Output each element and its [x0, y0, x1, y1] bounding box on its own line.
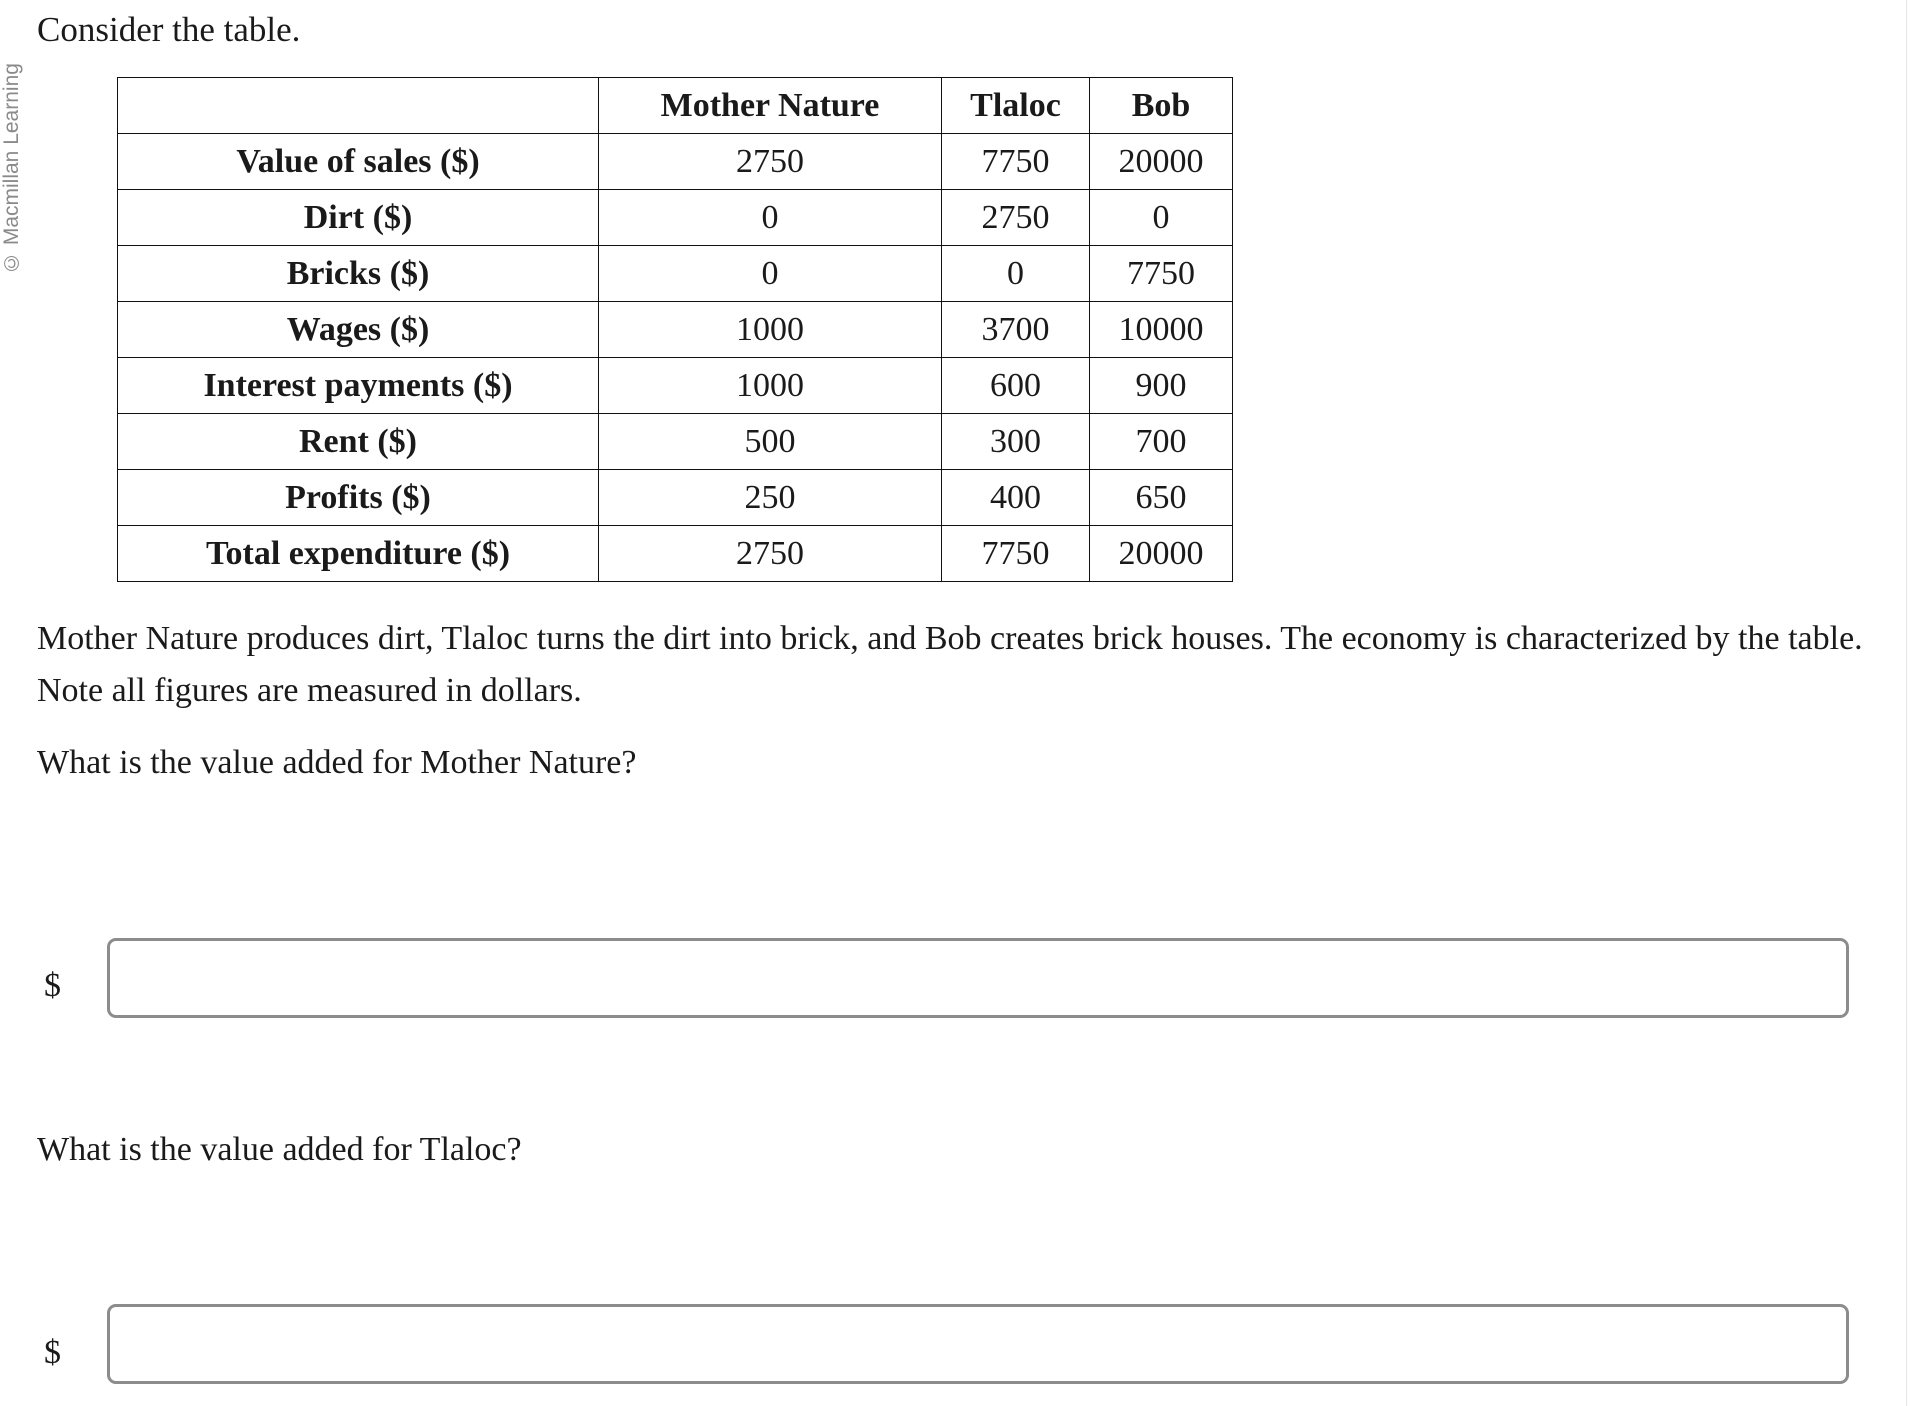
column-header-mother-nature: Mother Nature [599, 78, 942, 134]
row-label: Profits ($) [118, 470, 599, 526]
table-row [118, 526, 1233, 582]
row-label: Bricks ($) [118, 246, 599, 302]
problem-description: Mother Nature produces dirt, Tlaloc turns the dirt into brick, and Bob creates brick houses. The economy is characterized by the table. Note all figures are measured in dollars. [37, 620, 1863, 709]
question-prompt: What is the value added for Mother Nature? [37, 744, 637, 781]
row-label: Dirt ($) [118, 190, 599, 246]
table-cell: 1000 [599, 302, 942, 358]
row-label: Interest payments ($) [118, 358, 599, 414]
copyright-watermark: © Macmillan Learning [0, 63, 23, 274]
table-row [118, 190, 1233, 246]
table-cell: 0 [599, 190, 942, 246]
table-cell: 2750 [599, 134, 942, 190]
column-header-blank [118, 78, 599, 134]
table-cell: 2750 [942, 190, 1090, 246]
table-cell: 2750 [599, 526, 942, 582]
column-header-bob: Bob [1090, 78, 1233, 134]
answer-input-mother-nature[interactable] [107, 938, 1849, 1018]
table-row [118, 470, 1233, 526]
table-cell: 700 [1090, 414, 1233, 470]
economy-table [117, 77, 1233, 582]
table-cell: 7750 [942, 134, 1090, 190]
table-cell: 1000 [599, 358, 942, 414]
table-row [118, 302, 1233, 358]
table-row [118, 414, 1233, 470]
table-cell: 600 [942, 358, 1090, 414]
table-cell: 250 [599, 470, 942, 526]
table-cell: 20000 [1090, 526, 1233, 582]
table-cell: 300 [942, 414, 1090, 470]
question-prompt: What is the value added for Tlaloc? [37, 1131, 522, 1168]
row-label: Wages ($) [118, 302, 599, 358]
table-cell: 400 [942, 470, 1090, 526]
table-row [118, 246, 1233, 302]
row-label: Total expenditure ($) [118, 526, 599, 582]
row-label: Rent ($) [118, 414, 599, 470]
table-cell: 7750 [942, 526, 1090, 582]
right-divider [1906, 0, 1907, 1406]
table-cell: 3700 [942, 302, 1090, 358]
table-cell: 0 [599, 246, 942, 302]
table-cell: 7750 [1090, 246, 1233, 302]
column-header-tlaloc: Tlaloc [942, 78, 1090, 134]
table-cell: 0 [1090, 190, 1233, 246]
table-cell: 900 [1090, 358, 1233, 414]
currency-symbol: $ [44, 967, 61, 1004]
table-cell: 20000 [1090, 134, 1233, 190]
question-heading: Consider the table. [37, 10, 301, 49]
table-cell: 650 [1090, 470, 1233, 526]
table-cell: 0 [942, 246, 1090, 302]
table-header-row [118, 78, 1233, 134]
table-row [118, 134, 1233, 190]
table-row [118, 358, 1233, 414]
table-cell: 500 [599, 414, 942, 470]
table-cell: 10000 [1090, 302, 1233, 358]
currency-symbol: $ [44, 1334, 61, 1371]
row-label: Value of sales ($) [118, 134, 599, 190]
answer-input-tlaloc[interactable] [107, 1304, 1849, 1384]
